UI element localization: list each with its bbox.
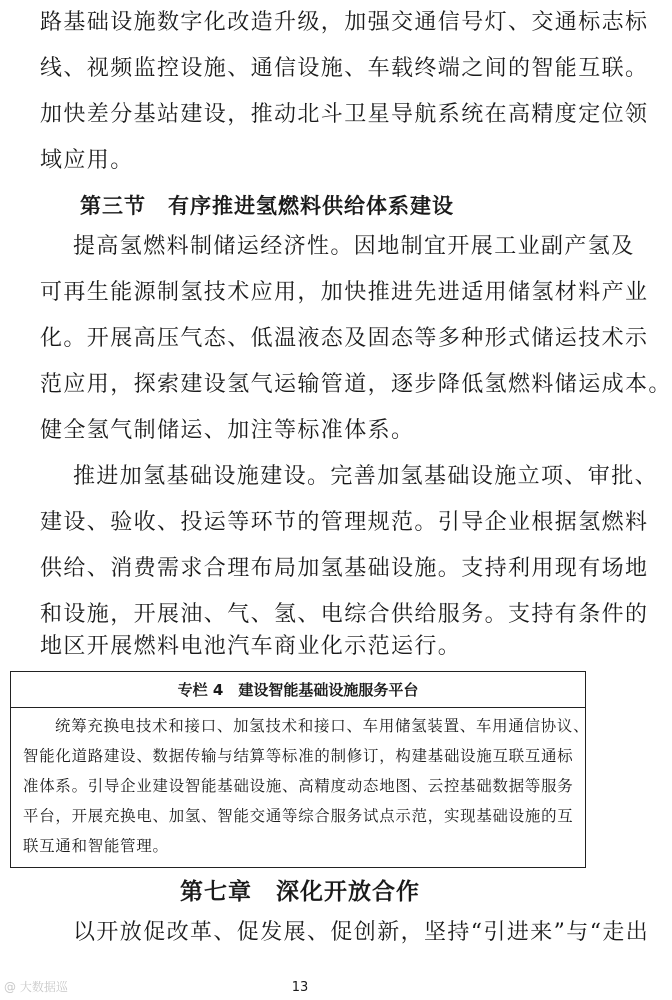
paragraph-1-line-4: 域应用。 xyxy=(40,148,134,173)
paragraph-3-line-5: 地区开展燃料电池汽车商业化示范运行。 xyxy=(40,634,462,659)
paragraph-1-line-3: 加快差分基站建设，推动北斗卫星导航系统在高精度定位领 xyxy=(40,102,649,127)
column-box-line-3: 准体系。引导企业建设智能基础设施、高精度动态地图、云控基础数据等服务 xyxy=(23,777,574,795)
paragraph-3-line-1: 推进加氢基础设施建设。完善加氢基础设施立项、审批、 xyxy=(73,464,659,489)
paragraph-2-line-3: 化。开展高压气态、低温液态及固态等多种形式储运技术示 xyxy=(40,326,649,351)
paragraph-2-line-1: 提高氢燃料制储运经济性。因地制宜开展工业副产氢及 xyxy=(73,234,635,259)
paragraph-2-line-4: 范应用，探索建设氢气运输管道，逐步降低氢燃料储运成本。 xyxy=(40,372,672,397)
section-heading: 第三节 有序推进氢燃料供给体系建设 xyxy=(80,194,454,218)
watermark: @ 大数据巡 xyxy=(4,980,68,994)
column-box-line-1: 统筹充换电技术和接口、加氢技术和接口、车用储氢装置、车用通信协议、 xyxy=(55,717,590,735)
page-number: 13 xyxy=(291,980,309,995)
paragraph-3-line-3: 供给、消费需求合理布局加氢基础设施。支持利用现有场地 xyxy=(40,556,649,581)
paragraph-2-line-5: 健全氢气制储运、加注等标准体系。 xyxy=(40,418,415,443)
column-box-line-2: 智能化道路建设、数据传输与结算等标准的制修订，构建基础设施互联互通标 xyxy=(23,747,574,765)
column-box-line-4: 平台，开展充换电、加氢、智能交通等综合服务试点示范，实现基础设施的互 xyxy=(23,807,574,825)
chapter-heading: 第七章 深化开放合作 xyxy=(180,879,420,905)
column-box xyxy=(10,671,590,868)
paragraph-3-line-4: 和设施，开展油、气、氢、电综合供给服务。支持有条件的 xyxy=(40,602,649,627)
column-box-line-5: 联互通和智能管理。 xyxy=(23,837,169,855)
column-box-title: 专栏 4 建设智能基础设施服务平台 xyxy=(11,672,585,708)
paragraph-1-line-2: 线、视频监控设施、通信设施、车载终端之间的智能互联。 xyxy=(40,56,649,81)
paragraph-1-line-1: 路基础设施数字化改造升级，加强交通信号灯、交通标志标 xyxy=(40,10,649,35)
paragraph-3-line-2: 建设、验收、投运等环节的管理规范。引导企业根据氢燃料 xyxy=(40,510,649,535)
paragraph-4-line-1: 以开放促改革、促发展、促创新，坚持“引进来”与“走出 xyxy=(73,920,650,945)
paragraph-2-line-2: 可再生能源制氢技术应用，加快推进先进适用储氢材料产业 xyxy=(40,280,649,305)
